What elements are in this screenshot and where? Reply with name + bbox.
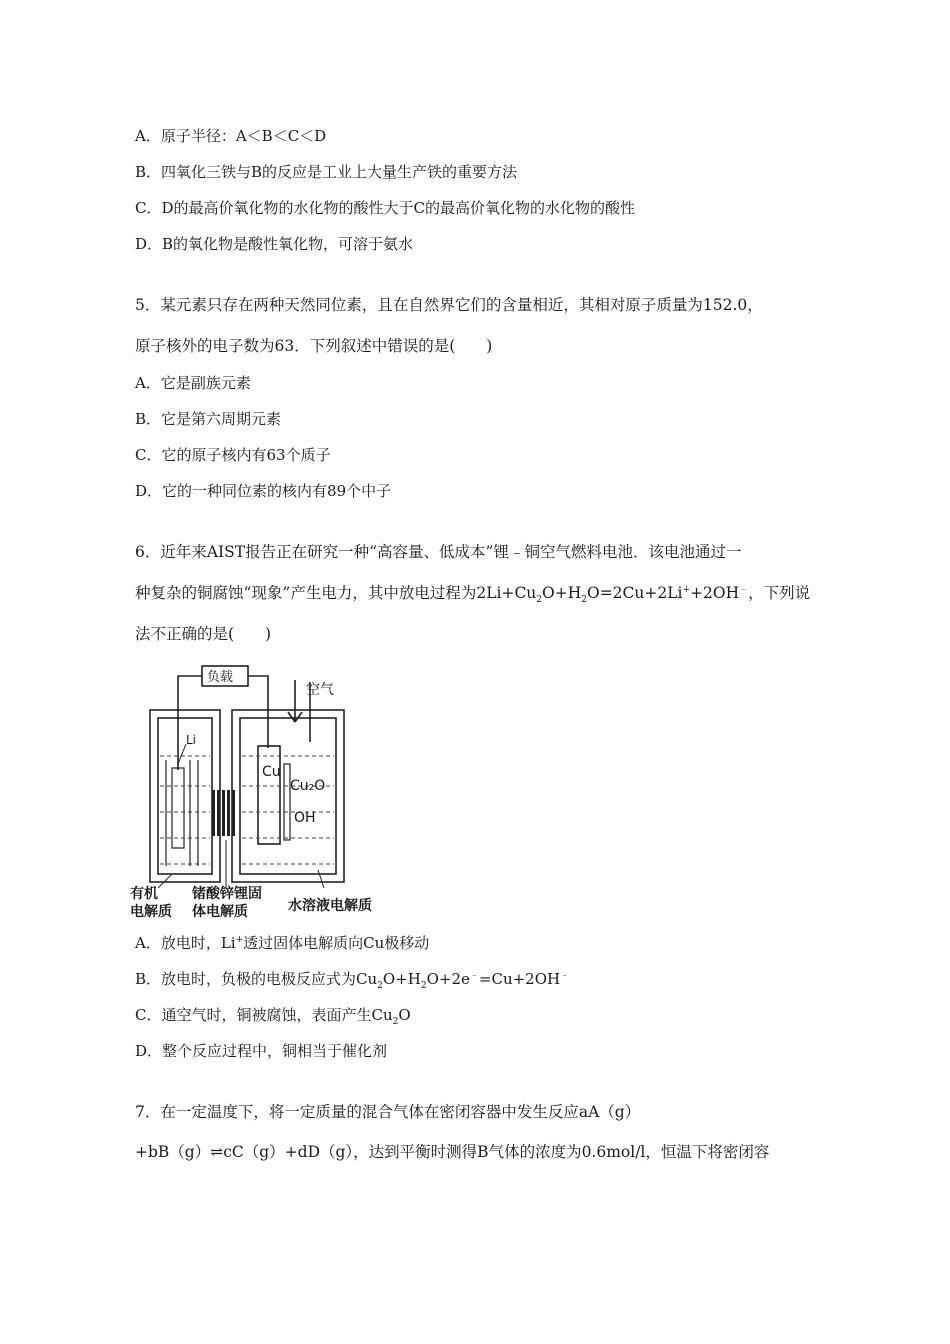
q4-option-a: A．原子半径：A＜B＜C＜D: [135, 127, 327, 145]
q5-option-d: D．它的一种同位素的核内有89个中子: [135, 482, 392, 500]
q6-option-a: A．放电时，Li+透过固体电解质向Cu极移动: [135, 934, 430, 952]
q6-option-d: D．整个反应过程中，铜相当于催化剂: [135, 1042, 388, 1060]
q5-stem-line2: 原子核外的电子数为63．下列叙述中错误的是( ): [135, 337, 493, 355]
q6-option-c: C．通空气时，铜被腐蚀，表面产生$Cu_2O$: [135, 1006, 411, 1027]
organic-electrolyte-label-1: 有机: [130, 886, 158, 902]
q6-stem-line1: 6．近年来AIST报告正在研究一种“高容量、低成本”锂﹣铜空气燃料电池．该电池通过一: [135, 543, 742, 561]
li-label: Li: [186, 733, 197, 747]
battery-diagram: [128, 660, 393, 922]
cu-label: Cu: [262, 764, 281, 780]
q5-stem-line1: 5．某元素只存在两种天然同位素，且在自然界它们的含量相近，其相对原子质量为152.0，: [135, 296, 763, 314]
q6-option-b: B．放电时，负极的电极反应式为$Cu_2O+H_2O+2e^﹣=Cu+2OH^﹣$: [135, 970, 570, 991]
q7-stem-line1: 7．在一定温度下，将一定质量的混合气体在密闭容器中发生反应aA（g）: [135, 1103, 641, 1121]
q5-option-b: B．它是第六周期元素: [135, 410, 282, 428]
q6-stem-line3: 法不正确的是( ): [135, 625, 272, 643]
organic-electrolyte-label-2: 电解质: [130, 904, 172, 920]
solid-electrolyte-label-1: 锗酸锌锂固: [192, 886, 262, 902]
aqueous-electrolyte-label: 水溶液电解质: [288, 898, 372, 914]
load-label: 负载: [207, 670, 234, 685]
q4-option-b: B．四氧化三铁与B的反应是工业上大量生产铁的重要方法: [135, 163, 518, 181]
q5-option-a: A．它是副族元素: [135, 374, 251, 392]
q6-stem-line2: 种复杂的铜腐蚀“现象”产生电力，其中放电过程为$2Li+Cu_2O+H_2O=2Cu+2Li^++2OH^﹣$，下列说: [135, 584, 811, 606]
air-label: 空气: [306, 682, 334, 698]
q4-option-d: D．B的氧化物是酸性氧化物，可溶于氨水: [135, 235, 414, 253]
solid-electrolyte-label-2: 体电解质: [192, 904, 248, 920]
q5-option-c: C．它的原子核内有63个质子: [135, 446, 331, 464]
oh-label: OH: [294, 810, 316, 826]
q4-option-c: C．D的最高价氧化物的水化物的酸性大于C的最高价氧化物的水化物的酸性: [135, 199, 635, 217]
cu2o-label: Cu₂O: [290, 778, 326, 794]
q7-stem-line2: +bB（g）⇌cC（g）+dD（g），达到平衡时测得B气体的浓度为0.6mol/l，恒温下将密闭容: [135, 1143, 770, 1161]
